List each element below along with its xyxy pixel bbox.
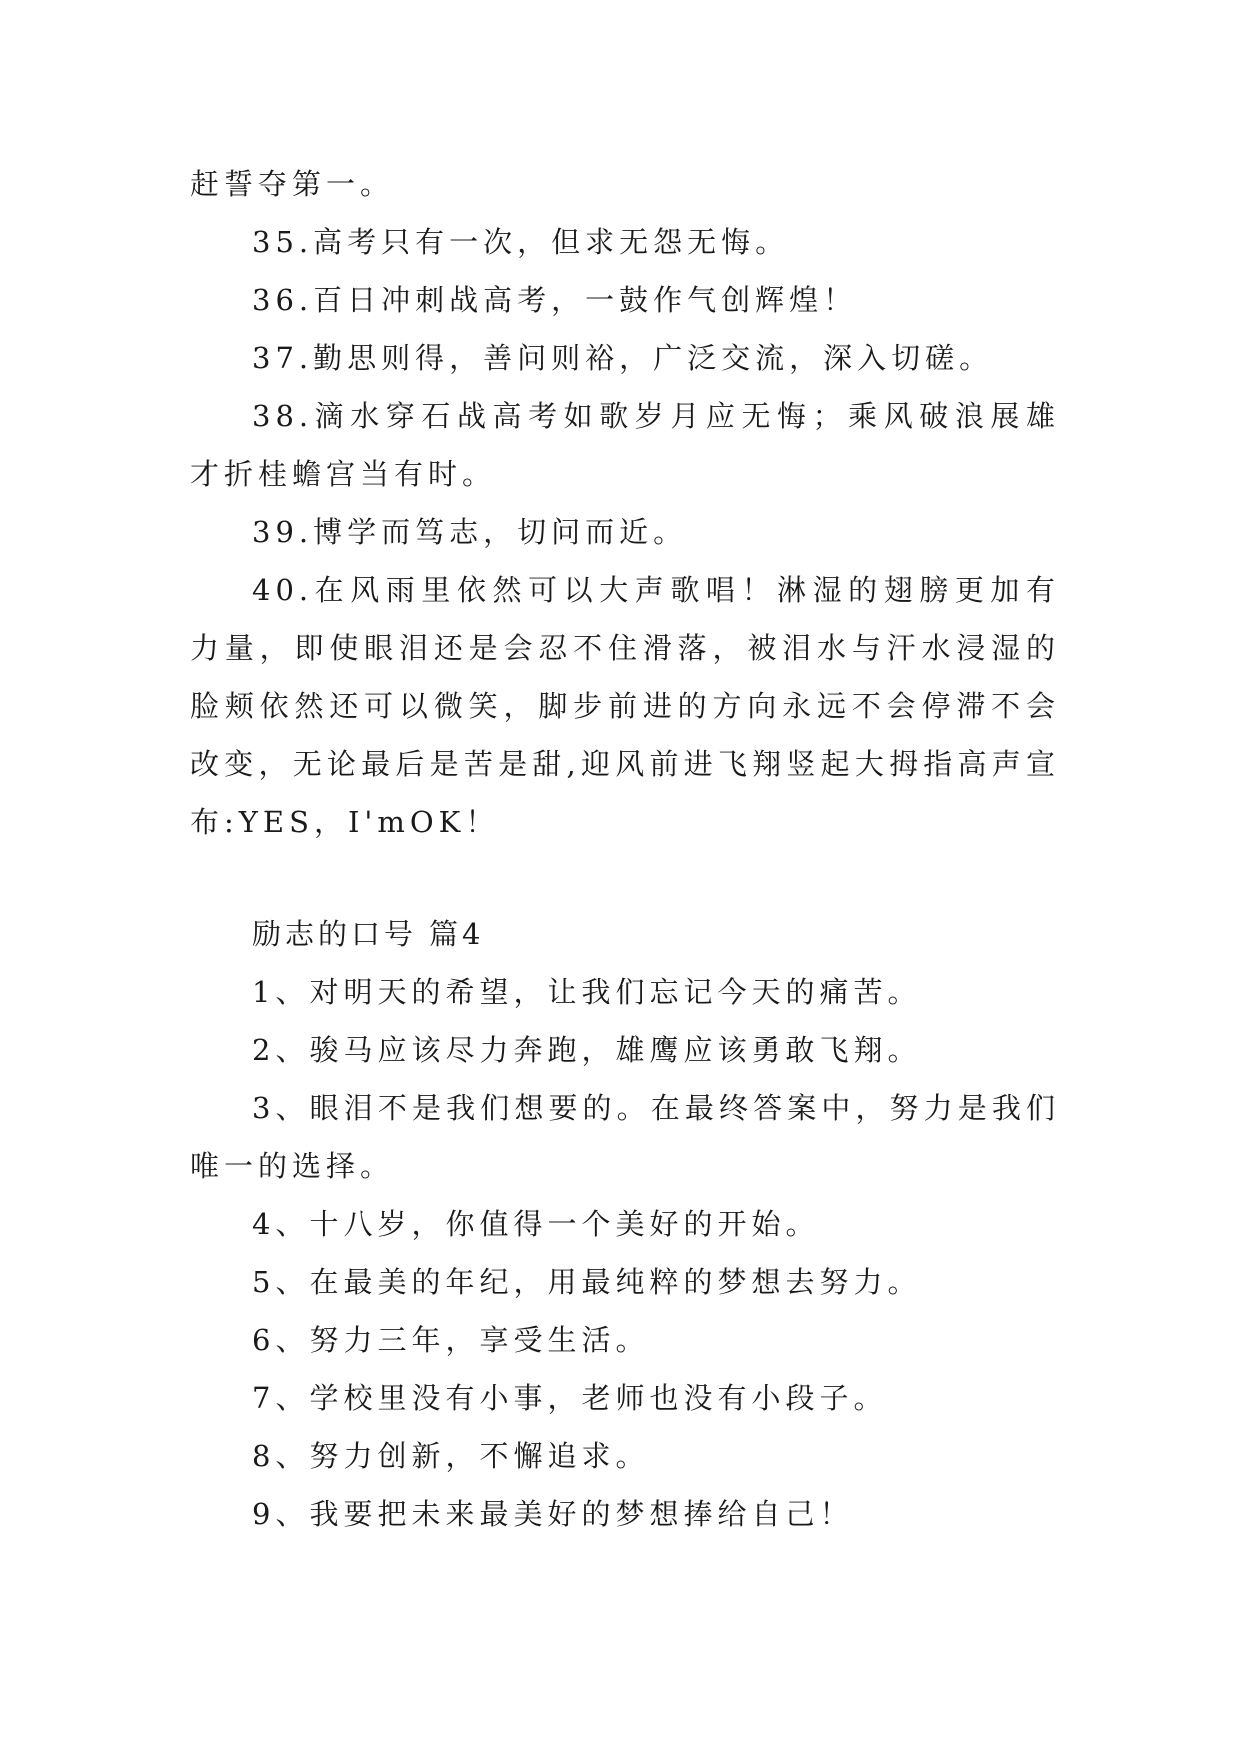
section-title: 励志的口号 — [252, 917, 418, 951]
section-part-label: 篇4 — [429, 917, 485, 951]
section-heading — [190, 905, 1060, 963]
list-item: 5、在最美的年纪，用最纯粹的梦想去努力。 — [252, 1265, 922, 1299]
list-item: 6、努力三年，享受生活。 — [252, 1323, 650, 1357]
list-item: 40.在风雨里依然可以大声歌唱！淋湿的翅膀更加有力量，即使眼泪还是会忍不住滑落，被泪水与汗水浸湿的脸颊依然还可以微笑，脚步前进的方向永远不会停滞不会改变，无论最后是苦是甜,迎风前进飞翔竖起大拇指高声宣布:YES，I'mOK！ — [190, 573, 1060, 839]
continued-paragraph: 赶誓夺第一。 — [190, 167, 395, 201]
list-item: 3、眼泪不是我们想要的。在最终答案中，努力是我们唯一的选择。 — [190, 1091, 1060, 1183]
list-item: 39.博学而笃志，切问而近。 — [252, 515, 688, 549]
document-page — [190, 155, 1060, 1543]
list-item: 38.滴水穿石战高考如歌岁月应无悔；乘风破浪展雄才折桂蟾宫当有时。 — [190, 399, 1060, 491]
list-item: 2、骏马应该尽力奔跑，雄鹰应该勇敢飞翔。 — [252, 1033, 922, 1067]
list-item: 36.百日冲刺战高考，一鼓作气创辉煌！ — [252, 283, 858, 317]
list-item: 1、对明天的希望，让我们忘记今天的痛苦。 — [252, 975, 922, 1009]
list-item: 9、我要把未来最美好的梦想捧给自己！ — [252, 1497, 854, 1531]
list-item: 37.勤思则得，善问则裕，广泛交流，深入切磋。 — [252, 341, 994, 375]
list-item: 35.高考只有一次，但求无怨无悔。 — [252, 225, 790, 259]
list-item: 4、十八岁，你值得一个美好的开始。 — [252, 1207, 820, 1241]
list-item: 7、学校里没有小事，老师也没有小段子。 — [252, 1381, 888, 1415]
list-item: 8、努力创新，不懈追求。 — [252, 1439, 650, 1473]
